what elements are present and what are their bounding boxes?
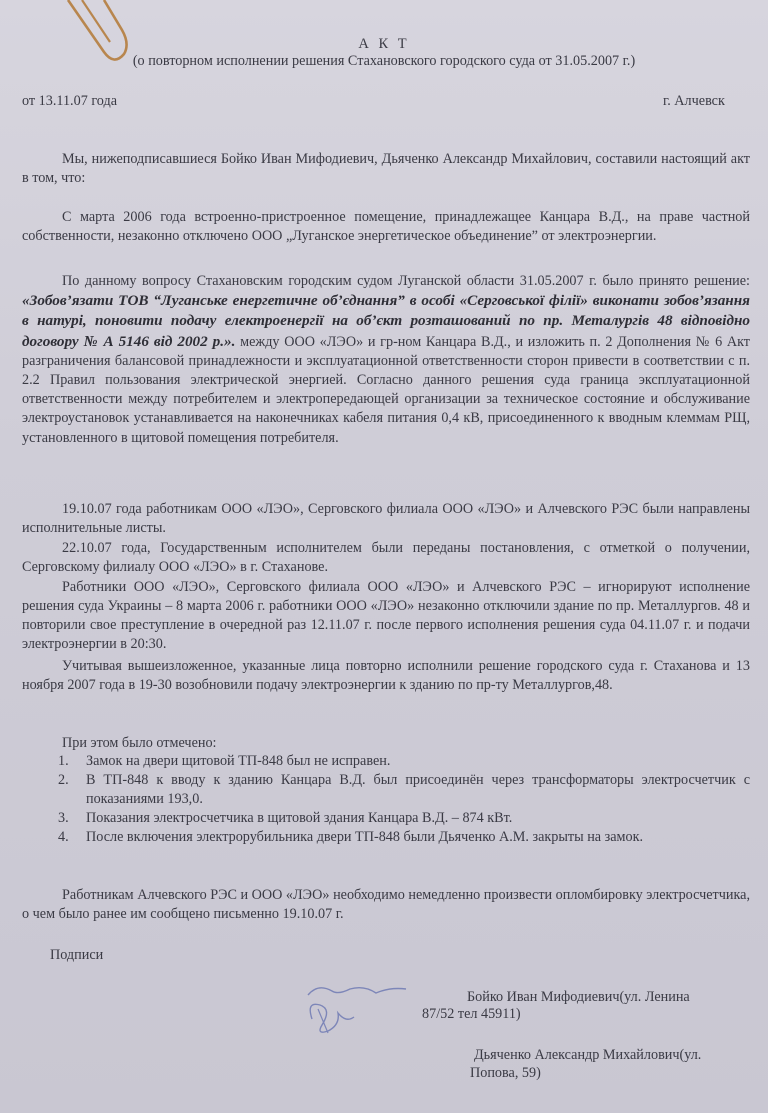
signer-1-name: Бойко Иван Мифодиевич(ул. Ленина [467,989,690,1005]
document-date: от 13.11.07 года [22,93,117,109]
signer-2-name: Дьяченко Александр Михайлович(ул. [474,1047,702,1063]
paragraph-1: С марта 2006 года встроенно-пристроенное помещение, принадлежащее Канцара В.Д., на праве частной собственности, незаконно отключено ООО „Луганское энергетическое объединение” от электроэнергии. [22,209,750,244]
document-title: А К Т [358,36,410,52]
paragraph-7: Работникам Алчевского РЭС и ООО «ЛЭО» необходимо немедленно произвести опломбировку электросчетчика, о чем было ранее им сообщено письменно 19.10.07 г. [22,887,751,922]
signer-2-address: Попова, 59) [470,1065,541,1081]
list-intro: При этом было отмечено: [62,735,217,751]
intro-paragraph: Мы, нижеподписавшиеся Бойко Иван Мифодиевич, Дьяченко Александр Михайлович, составили настоящий акт в том, что: [22,151,750,186]
court-decision-quote: «Зобов’язати ТОВ “Луганське енергетичне об’єднання” в особі «Серговської філії» виконати зобов’язання в натурі, поновити подачу електроенергії на об’єкт розташований по пр. Металургів 48 відповідно договору № А 5146 від 2002 р.». [22,292,750,350]
paragraph-2 [22,272,750,448]
paragraph-4: 22.10.07 года, Государственным исполнителем были переданы постановления, с отметкой о получении, Серговскому филиалу ООО «ЛЭО» в г. Стаханове. [22,540,750,575]
list-item: 1. Замок на двери щитовой ТП-848 был не исправен. [58,753,391,769]
paragraph-6: Учитывая вышеизложенное, указанные лица повторно исполнили решение городского суда г. Стаханова и 13 ноября 2007 года в 19-30 возобновили подачу электроэнергии к зданию по пр-ту Металлургов,48. [22,658,750,693]
handwritten-signature [298,965,428,1045]
paragraph-2-start: По данному вопросу Стахановским городским судом Луганской области 31.05.2007 г. было принято решение: [62,273,750,289]
list-item: 3. Показания электросчетчика в щитовой здания Канцара В.Д. – 874 кВт. [58,810,513,826]
findings-list [58,752,750,847]
document-subtitle: (о повторном исполнении решения Стахановского городского суда от 31.05.2007 г.) [132,53,636,69]
paragraph-2-end: между ООО «ЛЭО» и гр-ном Канцара В.Д., и изложить п. 2 Дополнения № 6 Акт разграничения балансовой принадлежности и эксплуатационной ответственности сторон привести в соответствии с п. 2.2 Правил пользования электрической энергией. Согласно данного решения суда граница эксплуатационной ответственности между потребителем и электропередающей организации за техническое состояние и обслуживание электроустановок устанавливается на наконечниках кабеля питания 0,4 кВ, присоединенного к вводным клеммам РЩ, установленного в щитовой помещения потребителя. [22,333,750,446]
list-item: 4. После включения электрорубильника двери ТП-848 были Дьяченко А.М. закрыты на замок. [58,829,644,845]
paragraph-5: Работники ООО «ЛЭО», Серговского филиала ООО «ЛЭО» и Алчевского РЭС – игнорируют исполнение решения суда Украины – 8 марта 2006 г. работники ООО «ЛЭО» незаконно отключили здание по пр. Металлургов. 48 и повторили свое преступление в очередной раз 12.11.07 г. после первого исполнения решения суда 04.11.07 г. и подачи электроэнергии в 20:30. [22,579,750,652]
signatures-label: Подписи [50,947,104,963]
paragraph-3: 19.10.07 года работникам ООО «ЛЭО», Серговского филиала ООО «ЛЭО» и Алчевского РЭС были направлены исполнительные листы. [22,501,750,536]
signer-1-address: 87/52 тел 45911) [422,1006,521,1022]
document-city: г. Алчевск [663,93,725,109]
list-item: 2. В ТП-848 к вводу к зданию Канцара В.Д. был присоединён через трансформаторы электросчетчик с показаниями 193,0. [58,772,750,807]
